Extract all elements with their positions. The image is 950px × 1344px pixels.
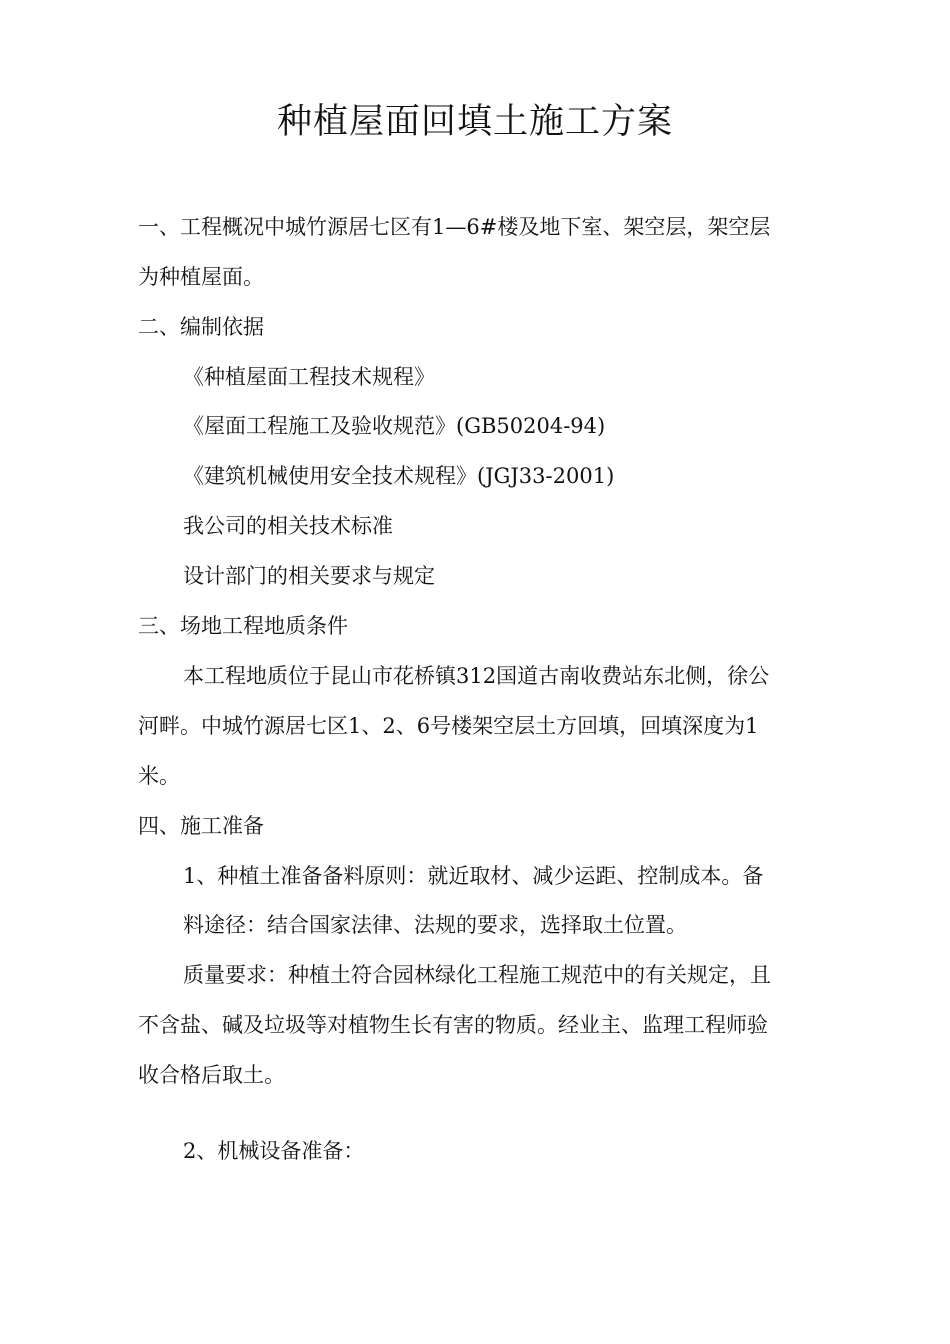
geology-line-1: 本工程地质位于昆山市花桥镇312国道古南收费站东北侧，徐公 bbox=[183, 664, 770, 688]
overview-line-1: 一、工程概况中城竹源居七区有1—6#楼及地下室、架空层，架空层 bbox=[138, 215, 771, 239]
overview-line-2: 为种植屋面。 bbox=[138, 265, 264, 289]
quality-line-3: 收合格后取土。 bbox=[138, 1063, 285, 1087]
basis-item-5: 设计部门的相关要求与规定 bbox=[183, 564, 435, 588]
machinery-heading: 2、机械设备准备： bbox=[183, 1139, 365, 1163]
basis-item-4: 我公司的相关技术标准 bbox=[183, 514, 393, 538]
document-title: 种植屋面回填土施工方案 bbox=[276, 102, 673, 142]
section-heading-preparation: 四、施工准备 bbox=[138, 814, 264, 838]
basis-item-1: 《种植屋面工程技术规程》 bbox=[183, 365, 435, 389]
quality-line-2: 不含盐、碱及垃圾等对植物生长有害的物质。经业主、监理工程师验 bbox=[138, 1013, 768, 1037]
basis-item-3: 《建筑机械使用安全技术规程》(JGJ33-2001) bbox=[183, 464, 615, 488]
section-heading-basis: 二、编制依据 bbox=[138, 315, 264, 339]
preparation-soil-line-2: 料途径：结合国家法律、法规的要求，选择取土位置。 bbox=[183, 913, 687, 937]
preparation-soil-line-1: 1、种植土准备备料原则：就近取材、减少运距、控制成本。备 bbox=[183, 864, 764, 888]
geology-line-3: 米。 bbox=[138, 764, 180, 788]
quality-line-1: 质量要求：种植土符合园林绿化工程施工规范中的有关规定，且 bbox=[183, 963, 771, 987]
geology-line-2: 河畔。中城竹源居七区1、2、6号楼架空层土方回填，回填深度为1 bbox=[138, 714, 759, 738]
section-heading-geology: 三、场地工程地质条件 bbox=[138, 614, 348, 638]
basis-item-2: 《屋面工程施工及验收规范》(GB50204-94) bbox=[183, 414, 606, 438]
